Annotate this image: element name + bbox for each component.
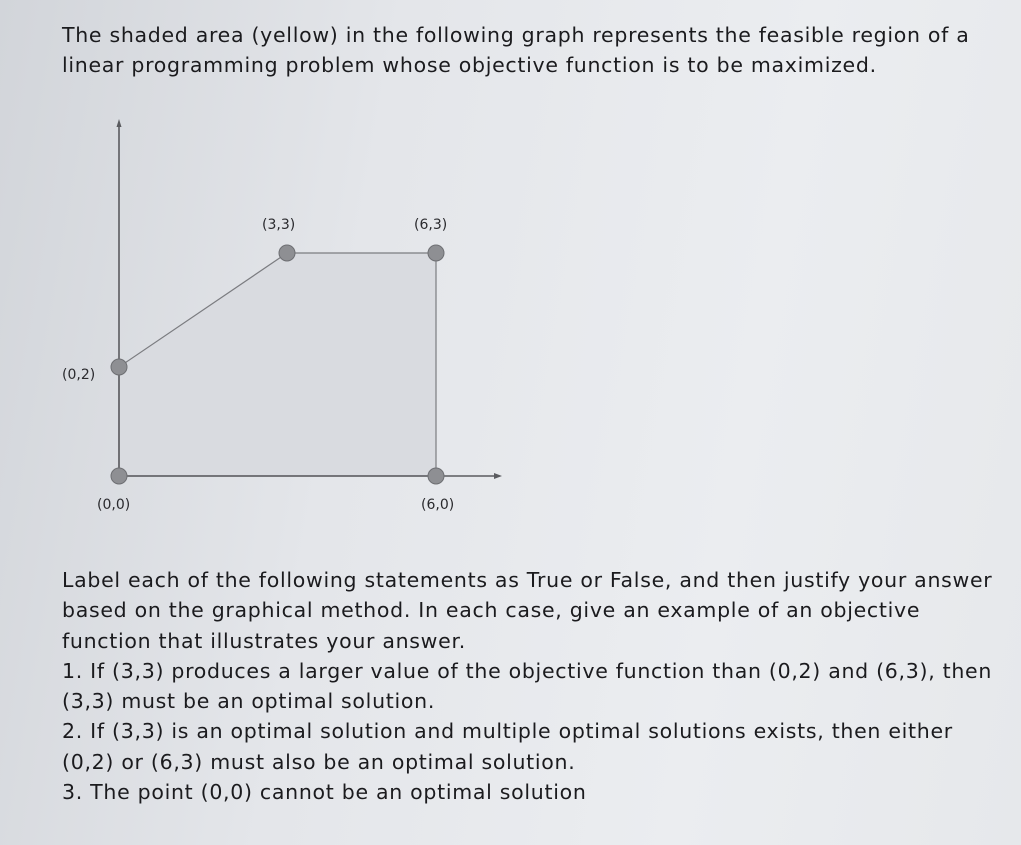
- label-0-2: (0,2): [62, 367, 96, 383]
- questions-block: [62, 565, 1007, 807]
- y-axis-arrow: [117, 119, 122, 127]
- feasible-region: [119, 253, 436, 476]
- vertex-6-0: [428, 468, 444, 484]
- vertex-6-3: [428, 245, 444, 261]
- label-6-3: (6,3): [414, 217, 448, 233]
- question-3: 3. The point (0,0) cannot be an optimal solution: [62, 780, 587, 805]
- instruction-text: Label each of the following statements as True or False, and then justify your answer based on the graphical method. In each case, give an example of an objective function that illustrates your answer.: [62, 568, 993, 653]
- vertex-0-2: [111, 359, 127, 375]
- vertex-0-0: [111, 468, 127, 484]
- label-3-3: (3,3): [262, 217, 296, 233]
- vertex-3-3: [279, 245, 295, 261]
- x-axis-arrow: [494, 473, 502, 479]
- intro-text: The shaded area (yellow) in the following graph represents the feasible region of a linear programming problem whose objective function is to be maximized.: [62, 23, 970, 77]
- question-1: 1. If (3,3) produces a larger value of the objective function than (0,2) and (6,3), then (3,3) must be an optimal solution.: [62, 658, 993, 714]
- label-0-0: (0,0): [97, 497, 131, 513]
- label-6-0: (6,0): [421, 497, 455, 513]
- question-2: 2. If (3,3) is an optimal solution and multiple optimal solutions exists, then either (0,2) or (6,3) must also be an optimal solution.: [62, 719, 953, 774]
